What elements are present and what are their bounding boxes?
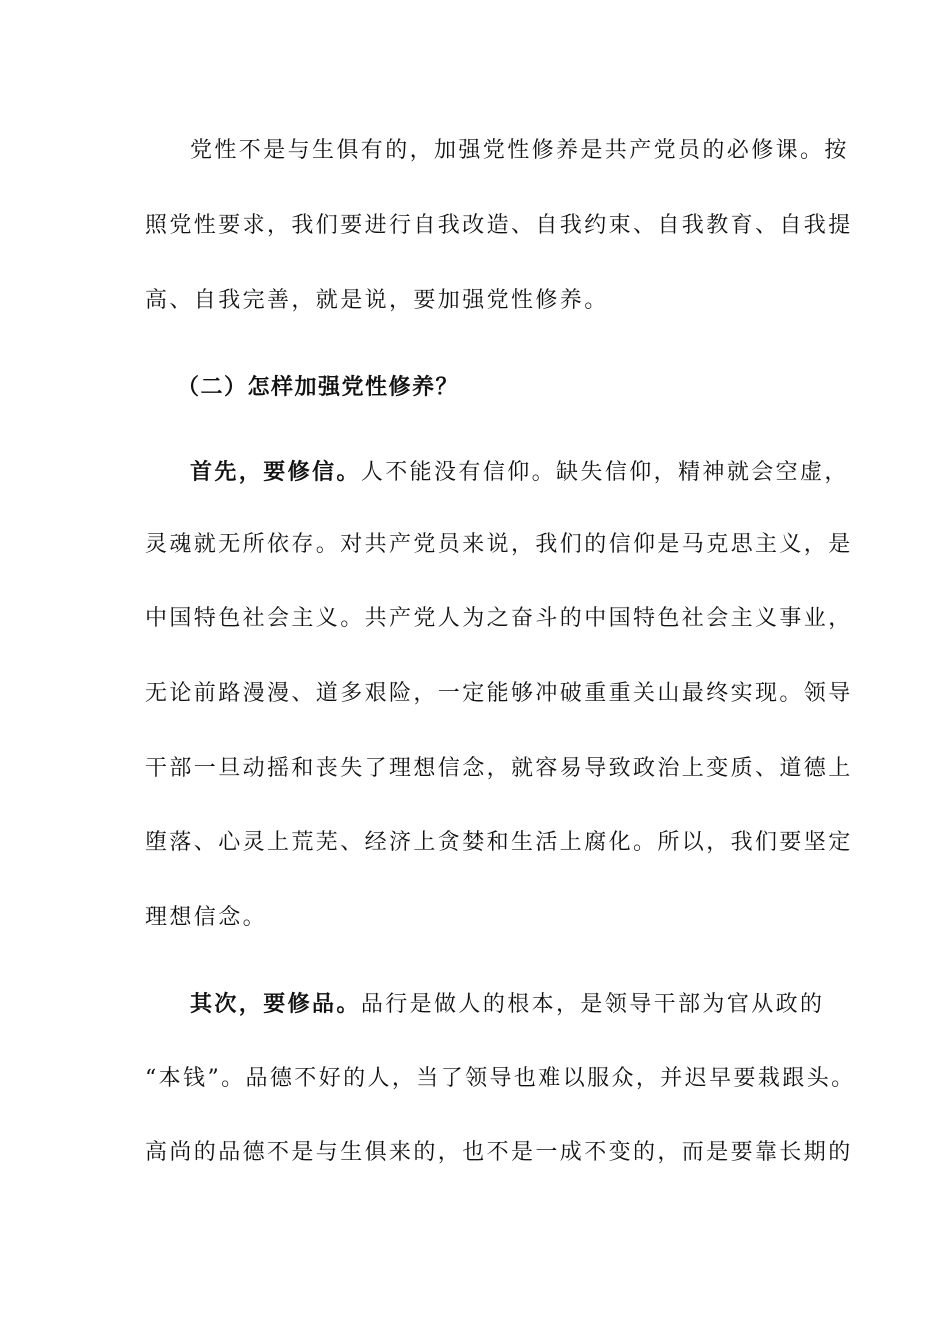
paragraph-2-line-7: 理想信念。 (145, 905, 268, 930)
paragraph-2-line-6: 堕落、心灵上荒芜、经济上贪婪和生活上腐化。所以，我们要坚定 (145, 830, 853, 855)
paragraph-3-lead: 其次，要修品。 (190, 991, 361, 1017)
paragraph-2-lead: 首先，要修信。 (190, 459, 361, 485)
paragraph-3-line-1 (190, 989, 870, 1020)
paragraph-2-line-1 (190, 457, 870, 488)
paragraph-2-line-2: 灵魂就无所依存。对共产党员来说，我们的信仰是马克思主义，是 (145, 532, 853, 557)
paragraph-1-line-2: 照党性要求，我们要进行自我改造、自我约束、自我教育、自我提 (145, 213, 853, 238)
paragraph-1-line-3: 高、自我完善，就是说，要加强党性修养。 (145, 288, 609, 313)
paragraph-1-line-1: 党性不是与生俱有的，加强党性修养是共产党员的必修课。按 (190, 138, 849, 163)
paragraph-3-line-3: 高尚的品德不是与生俱来的，也不是一成不变的，而是要靠长期的 (145, 1140, 853, 1165)
paragraph-2-line-4: 无论前路漫漫、道多艰险，一定能够冲破重重关山最终实现。领导 (145, 681, 853, 706)
section-heading: （二）怎样加强党性修养？ (177, 374, 460, 400)
paragraph-2-line-5: 干部一旦动摇和丧失了理想信念，就容易导致政治上变质、道德上 (145, 756, 853, 781)
paragraph-3-line-1-text: 品行是做人的根本，是领导干部为官从政的 (360, 992, 825, 1017)
paragraph-2-line-1-text: 人不能没有信仰。缺失信仰，精神就会空虚， (360, 460, 849, 485)
paragraph-3-line-2: “本钱”。品德不好的人，当了领导也难以服众，并迟早要栽跟头。 (145, 1066, 856, 1091)
paragraph-2-line-3: 中国特色社会主义。共产党人为之奋斗的中国特色社会主义事业， (145, 606, 853, 631)
